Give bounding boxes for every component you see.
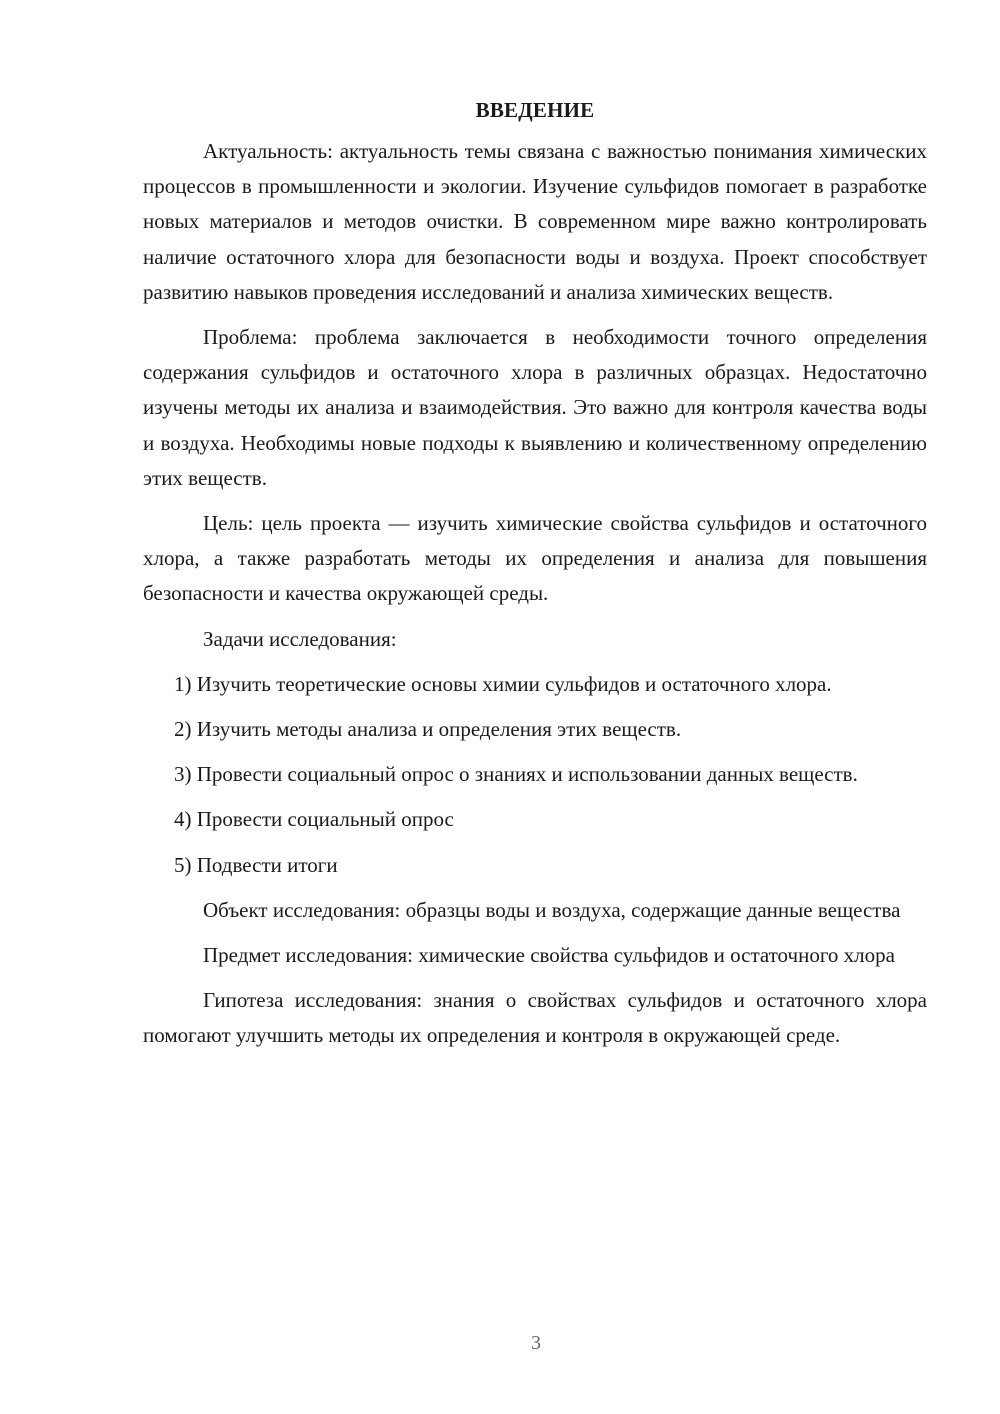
page-number: 3 <box>531 1332 541 1354</box>
task-item-3: 3) Провести социальный опрос о знаниях и использовании данных веществ. <box>174 762 858 787</box>
paragraph-relevance: Актуальность: актуальность темы связана с важностью понимания химических процессов в промышленности и экологии. Изучение сульфидов помогает в разработке новых материалов и методов очистки. В современном мире важно контролировать наличие остаточного хлора для безопасности воды и воздуха. Проект способствует развитию навыков проведения исследований и анализа химических веществ. <box>143 139 927 304</box>
paragraph-object: Объект исследования: образцы воды и воздуха, содержащие данные вещества <box>203 897 901 922</box>
document-page <box>143 92 927 1064</box>
task-item-1: 1) Изучить теоретические основы химии сульфидов и остаточного хлора. <box>174 671 832 696</box>
paragraph-subject: Предмет исследования: химические свойства сульфидов и остаточного хлора <box>203 943 895 968</box>
document-title: ВВЕДЕНИЕ <box>475 98 595 122</box>
paragraph-goal: Цель: цель проекта — изучить химические свойства сульфидов и остаточного хлора, а также разработать методы их определения и анализа для повышения безопасности и качества окружающей среды. <box>143 511 927 606</box>
task-item-2: 2) Изучить методы анализа и определения этих веществ. <box>174 717 682 742</box>
task-item-4: 4) Провести социальный опрос <box>174 807 454 832</box>
task-item-5: 5) Подвести итоги <box>174 852 338 877</box>
paragraph-problem: Проблема: проблема заключается в необходимости точного определения содержания сульфидов и остаточного хлора в различных образцах. Недостаточно изучены методы их анализа и взаимодействия. Это важно для контроля качества воды и воздуха. Необходимы новые подходы к выявлению и количественному определению этих веществ. <box>143 325 927 490</box>
paragraph-tasks-heading: Задачи исследования: <box>203 626 397 651</box>
paragraph-hypothesis: Гипотеза исследования: знания о свойствах сульфидов и остаточного хлора помогают улучшить методы их определения и контроля в окружающей среде. <box>143 988 927 1048</box>
